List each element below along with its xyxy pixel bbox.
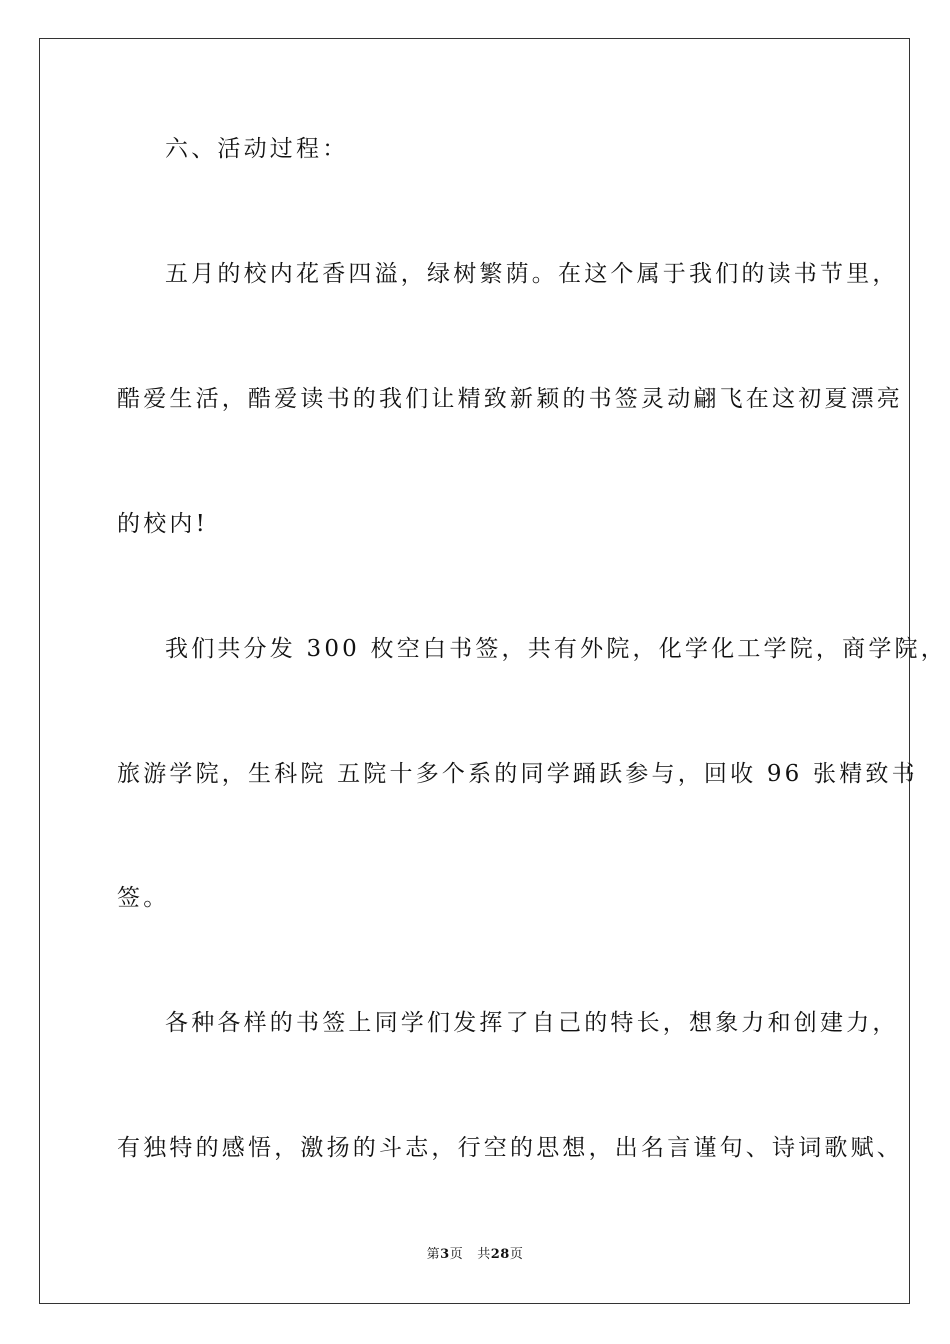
page-border <box>39 38 910 1304</box>
section-heading: 六、活动过程： <box>165 136 349 162</box>
page-suffix: 页 <box>449 1247 464 1262</box>
page-number: 3 <box>440 1247 450 1262</box>
paragraph-line: 各种各样的书签上同学们发挥了自己的特长，想象力和创建力， <box>165 1010 899 1036</box>
total-prefix: 共 <box>477 1247 491 1262</box>
paragraph-line: 签。 <box>117 885 170 911</box>
paragraph-line: 的校内! <box>117 511 209 537</box>
total-suffix: 页 <box>509 1247 524 1262</box>
page-prefix: 第 <box>426 1247 441 1262</box>
paragraph-line: 我们共分发 300 枚空白书签，共有外院，化学化工学院，商学院， <box>165 636 947 662</box>
paragraph-line: 有独特的感悟，激扬的斗志，行空的思想，出名言谨句、诗词歌赋、 <box>117 1135 903 1161</box>
page-footer <box>0 1246 950 1264</box>
total-pages: 28 <box>490 1247 510 1262</box>
paragraph-line: 五月的校内花香四溢，绿树繁荫。在这个属于我们的读书节里， <box>165 261 899 287</box>
paragraph-line: 酷爱生活，酷爱读书的我们让精致新颖的书签灵动翩飞在这初夏漂亮 <box>117 386 903 412</box>
paragraph-line: 旅游学院，生科院 五院十多个系的同学踊跃参与，回收 96 张精致书 <box>117 761 918 787</box>
